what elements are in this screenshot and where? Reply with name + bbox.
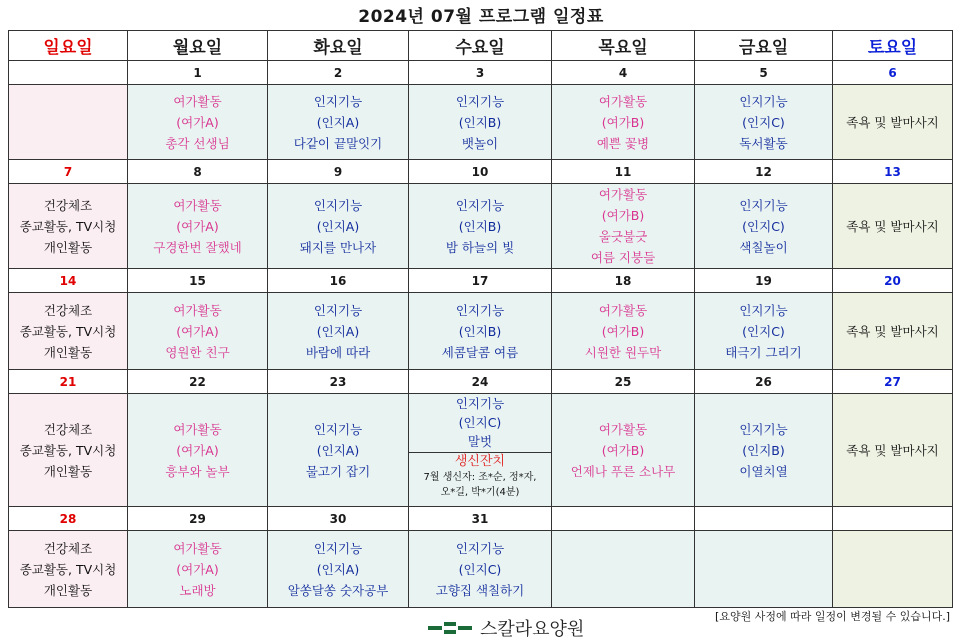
program-cell-sat — [833, 85, 953, 160]
program-cell-wed — [409, 531, 552, 608]
weekday-tue: 화요일 — [268, 31, 409, 61]
program-line: 바람에 따라 — [305, 344, 371, 360]
program-line: 예쁜 꽃병 — [596, 135, 650, 151]
program-cell-fri — [695, 85, 833, 160]
date-number: 10 — [409, 160, 552, 184]
program-cell-tue — [268, 394, 409, 507]
program-line: (여가B) — [601, 208, 645, 223]
program-line: 다같이 끝말잇기 — [293, 135, 383, 151]
logo-text: 스칼라요양원 — [480, 619, 585, 640]
date-number: 25 — [552, 370, 695, 394]
date-number: 3 — [409, 61, 552, 85]
program-cell-sat — [833, 184, 953, 269]
program-line: 이열치열 — [739, 463, 788, 479]
program-line: 인지기능 — [455, 396, 505, 411]
date-number: 27 — [833, 370, 953, 394]
program-line: (여가A) — [176, 561, 219, 577]
program-line: (인지A) — [316, 442, 360, 458]
date-number: 6 — [833, 61, 953, 85]
program-line: 개인활동 — [43, 344, 93, 360]
date-number: 31 — [409, 507, 552, 531]
program-cell-mon — [128, 184, 268, 269]
program-line: 여가활동 — [173, 93, 222, 109]
program-line: 구경한번 잘했네 — [153, 239, 242, 255]
program-cell-fri — [695, 531, 833, 608]
program-line: 흥부와 놀부 — [165, 463, 230, 479]
program-cell-fri — [695, 293, 833, 370]
program-line: 인지기능 — [313, 421, 363, 437]
program-line: 종교활동, TV시청 — [19, 218, 117, 234]
program-line: 종교활동, TV시청 — [19, 323, 117, 339]
program-line: (인지C) — [742, 323, 785, 339]
program-line: 개인활동 — [43, 582, 93, 598]
date-number: 30 — [268, 507, 409, 531]
weekday-sat: 토요일 — [833, 31, 953, 61]
program-line: (인지C) — [458, 415, 502, 430]
program-line: (여가A) — [176, 218, 219, 234]
program-cell-tue — [268, 85, 409, 160]
program-line: 건강체조 — [43, 197, 93, 213]
date-number: 14 — [9, 269, 128, 293]
date-number: 13 — [833, 160, 953, 184]
program-cell-sat — [833, 394, 953, 507]
date-number: 15 — [128, 269, 268, 293]
date-number: 22 — [128, 370, 268, 394]
program-cell-sun — [9, 85, 128, 160]
program-cell-wed — [409, 184, 552, 269]
program-line: 여가활동 — [598, 421, 648, 437]
program-cell-sun — [9, 184, 128, 269]
program-line: 족욕 및 발마사지 — [846, 114, 939, 130]
weekday-sun: 일요일 — [9, 31, 128, 61]
program-line: 시원한 원두막 — [584, 344, 662, 360]
date-number — [833, 507, 953, 531]
date-number: 19 — [695, 269, 833, 293]
date-number: 24 — [409, 370, 552, 394]
program-cell-thu — [552, 394, 695, 507]
date-row — [9, 370, 953, 394]
date-number: 17 — [409, 269, 552, 293]
program-line: 여름 지붕들 — [590, 250, 656, 265]
program-cell-sat — [833, 531, 953, 608]
program-line: 인지기능 — [313, 540, 363, 556]
date-number: 1 — [128, 61, 268, 85]
date-row — [9, 507, 953, 531]
program-line: 독서활동 — [739, 135, 788, 151]
program-cell-sun — [9, 531, 128, 608]
program-line: 알쏭달쏭 숫자공부 — [287, 582, 389, 598]
program-row — [9, 394, 953, 507]
date-number: 7 — [9, 160, 128, 184]
program-row — [9, 184, 953, 269]
program-cell-wed — [409, 293, 552, 370]
program-line: 총각 선생님 — [165, 135, 230, 151]
program-line: (인지C) — [742, 114, 785, 130]
program-row — [9, 85, 953, 160]
program-line: 여가활동 — [173, 302, 222, 318]
program-line: (여가A) — [176, 442, 219, 458]
program-line: (인지A) — [316, 218, 360, 234]
program-line: 고향집 색칠하기 — [435, 582, 525, 598]
program-cell-thu — [552, 531, 695, 608]
program-cell-wed — [409, 394, 552, 507]
program-line: 건강체조 — [43, 302, 93, 318]
program-line: 색칠놀이 — [739, 239, 788, 255]
program-line: 언제나 푸른 소나무 — [570, 463, 676, 479]
program-line: 인지기능 — [455, 197, 505, 213]
date-number: 28 — [9, 507, 128, 531]
program-line: 인지기능 — [739, 302, 788, 318]
program-cell-fri — [695, 184, 833, 269]
date-number: 18 — [552, 269, 695, 293]
program-cell-tue — [268, 184, 409, 269]
program-cell-sun — [9, 394, 128, 507]
program-line: (여가A) — [176, 323, 219, 339]
program-line: 족욕 및 발마사지 — [846, 442, 939, 458]
program-line: 영원한 친구 — [165, 344, 230, 360]
page-title: 2024년 07월 프로그램 일정표 — [358, 7, 604, 27]
program-line: 인지기능 — [313, 197, 363, 213]
program-line: 돼지를 만나자 — [299, 239, 377, 255]
program-line: 여가활동 — [173, 197, 222, 213]
program-line: 세콤달콤 여름 — [441, 344, 519, 360]
program-line: (여가A) — [176, 114, 219, 130]
schedule-change-notice: [요양원 사정에 따라 일정이 변경될 수 있습니다.] — [715, 610, 950, 623]
program-row — [9, 531, 953, 608]
program-line: 여가활동 — [598, 187, 648, 202]
program-line: (인지B) — [742, 442, 785, 458]
date-number: 21 — [9, 370, 128, 394]
program-line: (인지B) — [458, 323, 502, 339]
weekday-mon: 월요일 — [128, 31, 268, 61]
program-line: 여가활동 — [173, 540, 222, 556]
program-line: 인지기능 — [313, 302, 363, 318]
program-cell-mon — [128, 85, 268, 160]
schedule-table — [8, 30, 953, 608]
date-row — [9, 61, 953, 85]
date-row — [9, 160, 953, 184]
program-line: 종교활동, TV시청 — [19, 561, 117, 577]
program-line: (여가B) — [601, 323, 645, 339]
program-cell-mon — [128, 531, 268, 608]
program-cell-sun — [9, 293, 128, 370]
date-number: 20 — [833, 269, 953, 293]
program-line: 뱃놀이 — [461, 135, 499, 151]
date-number: 5 — [695, 61, 833, 85]
program-line: 인지기능 — [455, 540, 505, 556]
program-line: (인지A) — [316, 561, 360, 577]
program-cell-tue — [268, 531, 409, 608]
date-number: 2 — [268, 61, 409, 85]
program-line: (인지B) — [458, 114, 502, 130]
program-cell-wed — [409, 85, 552, 160]
facility-logo — [428, 616, 584, 640]
program-line: 태극기 그리기 — [725, 344, 802, 360]
program-line: 밤 하늘의 빛 — [445, 239, 515, 255]
program-line: 노래방 — [179, 582, 216, 598]
program-line: 인지기능 — [739, 93, 788, 109]
program-line: 물고기 잡기 — [305, 463, 371, 479]
date-number — [695, 507, 833, 531]
program-line: 인지기능 — [313, 93, 363, 109]
weekday-wed: 수요일 — [409, 31, 552, 61]
weekday-header-row — [9, 31, 953, 61]
program-line: 개인활동 — [43, 463, 93, 479]
program-line: 종교활동, TV시청 — [19, 442, 117, 458]
date-number: 12 — [695, 160, 833, 184]
date-row — [9, 269, 953, 293]
program-line: 여가활동 — [598, 93, 648, 109]
date-number: 8 — [128, 160, 268, 184]
weekday-thu: 목요일 — [552, 31, 695, 61]
date-number: 16 — [268, 269, 409, 293]
program-cell-fri — [695, 394, 833, 507]
logo-mark-icon — [428, 621, 472, 635]
program-cell-sat — [833, 293, 953, 370]
program-line: 여가활동 — [598, 302, 648, 318]
date-number: 29 — [128, 507, 268, 531]
birthday-people: 오*길, 박*기(4분) — [440, 487, 520, 498]
program-line: 건강체조 — [43, 540, 93, 556]
program-row — [9, 293, 953, 370]
program-line: 족욕 및 발마사지 — [846, 218, 939, 234]
date-number: 9 — [268, 160, 409, 184]
program-line: (인지B) — [458, 218, 502, 234]
program-line: 건강체조 — [43, 421, 93, 437]
date-number: 26 — [695, 370, 833, 394]
program-line: (여가B) — [601, 442, 645, 458]
program-line: (인지A) — [316, 323, 360, 339]
weekday-fri: 금요일 — [695, 31, 833, 61]
date-number: 11 — [552, 160, 695, 184]
program-line: 인지기능 — [739, 421, 788, 437]
program-line: 여가활동 — [173, 421, 222, 437]
program-line: 인지기능 — [455, 302, 505, 318]
program-line: 인지기능 — [739, 197, 788, 213]
date-number: 4 — [552, 61, 695, 85]
program-line: 족욕 및 발마사지 — [846, 323, 939, 339]
program-cell-thu — [552, 293, 695, 370]
program-cell-tue — [268, 293, 409, 370]
program-line: (인지A) — [316, 114, 360, 130]
program-line: (여가B) — [601, 114, 645, 130]
program-line: 말벗 — [467, 434, 493, 449]
date-number — [9, 61, 128, 85]
program-cell-mon — [128, 293, 268, 370]
birthday-people: 7월 생신자: 조*순, 정*자, — [423, 472, 537, 483]
date-number — [552, 507, 695, 531]
program-line: 개인활동 — [43, 239, 93, 255]
program-line: (인지C) — [458, 561, 502, 577]
program-cell-mon — [128, 394, 268, 507]
program-cell-thu — [552, 85, 695, 160]
program-cell-thu — [552, 184, 695, 269]
program-line: 울긋불긋 — [598, 229, 648, 244]
date-number: 23 — [268, 370, 409, 394]
birthday-party-title: 생신잔치 — [454, 454, 506, 469]
program-line: 인지기능 — [455, 93, 505, 109]
program-line: (인지C) — [742, 218, 785, 234]
